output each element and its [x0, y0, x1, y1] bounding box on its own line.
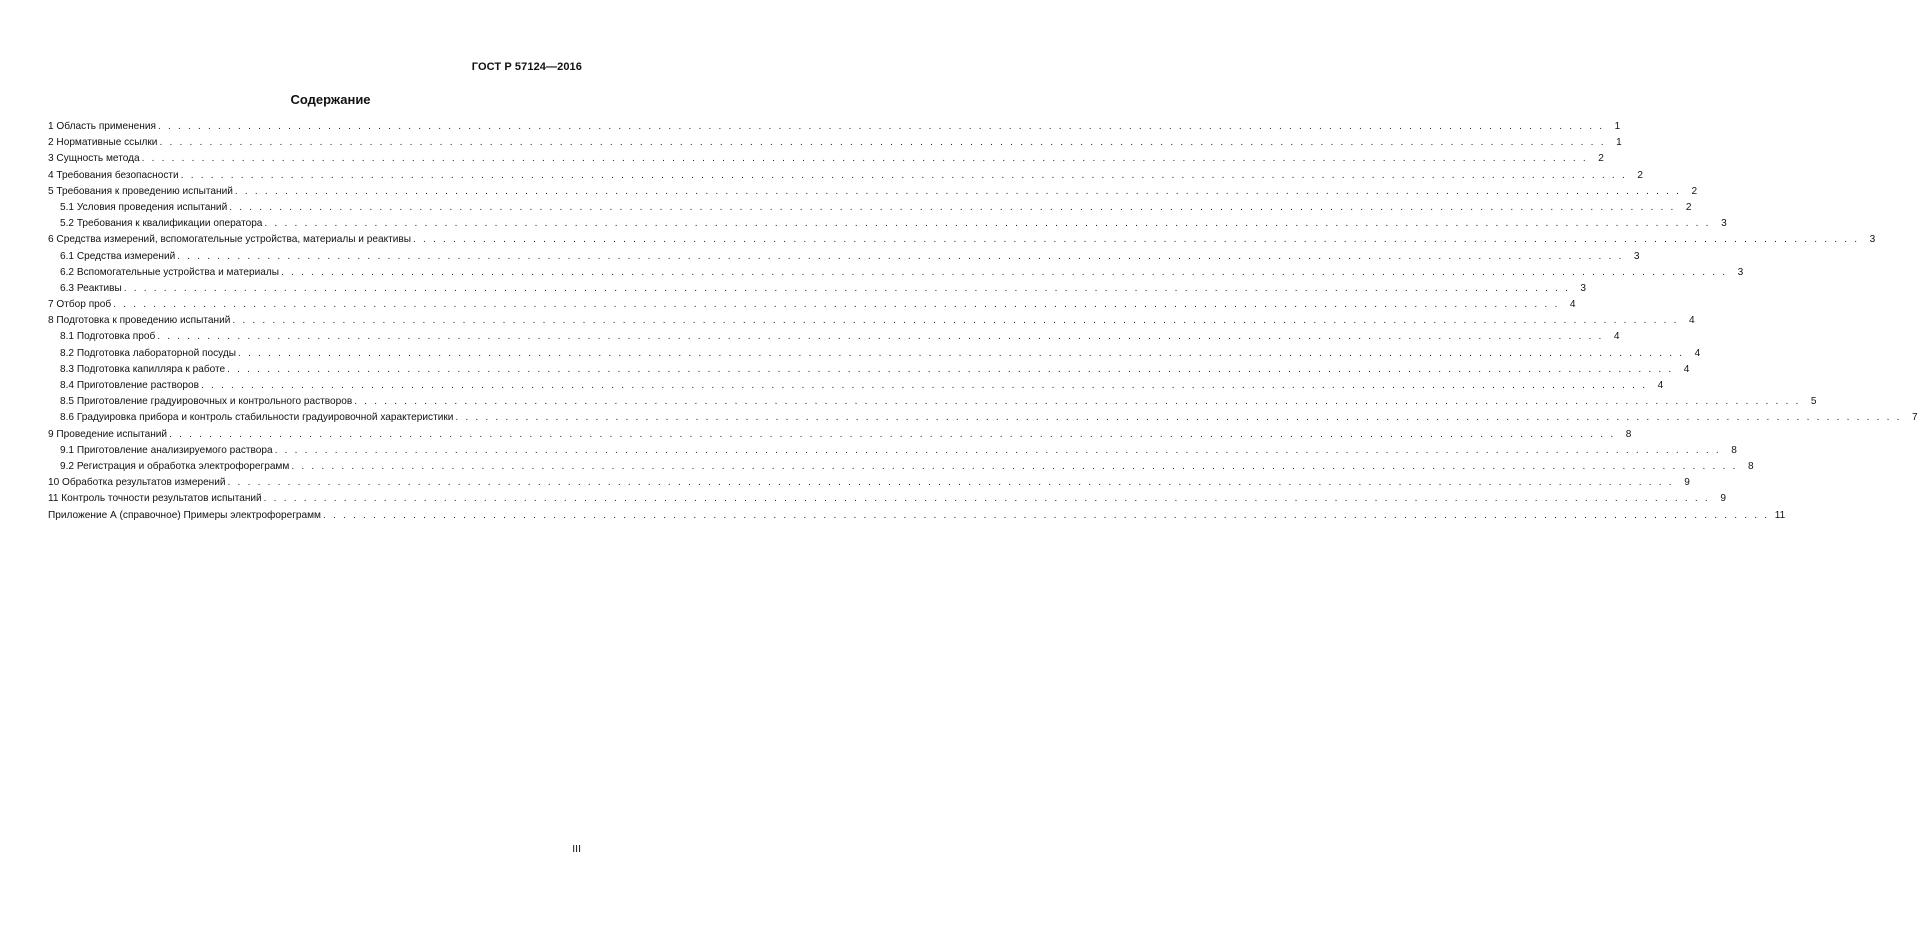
toc-entry-page: 11 [1774, 509, 1786, 521]
toc-entry-page: 7 [1912, 412, 1918, 424]
toc-entry-page: 8 [1625, 428, 1632, 440]
toc-entry-page: 9 [1720, 493, 1726, 505]
toc-dot-leader [229, 200, 1675, 216]
toc-entry-page: 4 [1694, 347, 1701, 359]
toc-entry[interactable] [48, 119, 1621, 135]
toc-entry[interactable] [48, 410, 1918, 426]
toc-dot-leader [354, 394, 1800, 410]
toc-entry[interactable] [48, 168, 1643, 184]
table-of-contents [48, 119, 1918, 524]
toc-entry[interactable] [48, 249, 1640, 265]
toc-entry-page: 1 [1614, 121, 1621, 132]
toc-entry-label: 6.2 Вспомогательные устройства и материалы [60, 266, 279, 278]
toc-entry-label: 3 Сущность метода [48, 153, 140, 165]
toc-entry-page: 4 [1613, 331, 1620, 343]
toc-entry[interactable] [48, 475, 1690, 491]
toc-entry-label: 7 Отбор проб [48, 299, 112, 311]
page-number: III [572, 843, 581, 855]
toc-entry-page: 3 [1633, 250, 1640, 262]
toc-entry[interactable] [48, 297, 1576, 313]
toc-entry[interactable] [48, 394, 1817, 410]
toc-dot-leader [169, 427, 1615, 443]
toc-entry-label: 9.2 Регистрация и обработка электрофореграмм [60, 460, 290, 472]
toc-entry-label: 9.1 Приготовление анализируемого раствора [60, 444, 273, 456]
toc-entry-page: 9 [1684, 477, 1690, 489]
toc-entry-page: 8 [1731, 444, 1737, 456]
toc-dot-leader [264, 216, 1710, 232]
toc-entry-label: 1 Область применения [48, 121, 156, 132]
toc-entry[interactable] [48, 265, 1744, 281]
toc-entry[interactable] [48, 459, 1754, 475]
toc-dot-leader [281, 265, 1727, 281]
toc-entry-page: 3 [1737, 266, 1744, 278]
toc-entry[interactable] [48, 135, 1622, 151]
toc-entry-label: 8.2 Подготовка лабораторной посуды [60, 347, 237, 359]
toc-dot-leader [158, 119, 1604, 135]
toc-entry[interactable] [48, 200, 1692, 216]
toc-entry-page: 3 [1721, 218, 1727, 230]
toc-entry[interactable] [48, 362, 1690, 378]
toc-entry[interactable] [48, 508, 1786, 524]
toc-dot-leader [323, 508, 1769, 524]
toc-entry-page: 5 [1810, 396, 1817, 408]
toc-entry-page: 4 [1689, 315, 1695, 327]
toc-entry-label: 8.4 Приготовление растворов [60, 380, 199, 391]
document-id: ГОСТ Р 57124—2016 [471, 61, 582, 73]
toc-entry-label: 6 Средства измерений, вспомогательные устройства, материалы и реактивы [48, 234, 411, 246]
toc-entry-label: 6.3 Реактивы [60, 282, 122, 294]
toc-dot-leader [413, 232, 1859, 248]
toc-entry-page: 2 [1685, 201, 1692, 213]
toc-dot-leader [238, 346, 1684, 362]
toc-dot-leader [181, 168, 1627, 184]
toc-entry-page: 2 [1598, 153, 1604, 165]
toc-entry[interactable] [48, 151, 1604, 167]
toc-entry-label: 8.3 Подготовка капилляра к работе [60, 363, 226, 375]
toc-entry[interactable] [48, 346, 1701, 362]
toc-dot-leader [201, 378, 1647, 394]
toc-entry-page: 2 [1691, 185, 1698, 197]
toc-entry-page: 4 [1683, 363, 1690, 375]
toc-entry[interactable] [48, 184, 1698, 200]
toc-dot-leader [291, 459, 1737, 475]
toc-title: Содержание [290, 92, 371, 107]
toc-entry-label: 11 Контроль точности результатов испытаний [48, 493, 262, 505]
toc-entry-label: 2 Нормативные ссылки [48, 137, 158, 149]
toc-entry-label: 5 Требования к проведению испытаний [48, 185, 233, 197]
toc-dot-leader [177, 249, 1623, 265]
toc-entry-page: 8 [1747, 460, 1754, 472]
toc-dot-leader [228, 475, 1674, 491]
toc-entry[interactable] [48, 232, 1876, 248]
toc-dot-leader [142, 151, 1588, 167]
toc-dot-leader [157, 329, 1603, 345]
toc-entry-label: 4 Требования безопасности [48, 169, 179, 181]
toc-entry[interactable] [48, 329, 1620, 345]
toc-entry-page: 4 [1657, 380, 1664, 391]
toc-entry-label: 5.1 Условия проведения испытаний [60, 201, 228, 213]
toc-entry-label: 8.6 Градуировка прибора и контроль стабильности градуировочной характеристики [60, 412, 454, 424]
toc-entry[interactable] [48, 313, 1695, 329]
toc-entry-label: 6.1 Средства измерений [60, 250, 176, 262]
toc-dot-leader [235, 184, 1681, 200]
toc-entry-label: 10 Обработка результатов измерений [48, 477, 226, 489]
toc-entry[interactable] [48, 427, 1632, 443]
toc-dot-leader [455, 410, 1901, 426]
toc-dot-leader [275, 443, 1721, 459]
toc-entry-page: 1 [1616, 137, 1622, 149]
toc-entry-page: 2 [1637, 169, 1643, 181]
toc-dot-leader [264, 491, 1710, 507]
toc-entry-label: 8.1 Подготовка проб [60, 331, 156, 343]
toc-entry[interactable] [48, 491, 1726, 507]
toc-dot-leader [124, 281, 1570, 297]
toc-entry[interactable] [48, 378, 1664, 394]
toc-entry-page: 4 [1569, 299, 1576, 311]
toc-entry-label: 8.5 Приготовление градуировочных и контрольного растворов [60, 396, 353, 408]
toc-entry-label: Приложение А (справочное) Примеры электрофореграмм [48, 509, 321, 521]
toc-entry-label: 9 Проведение испытаний [48, 428, 168, 440]
toc-dot-leader [227, 362, 1673, 378]
toc-entry[interactable] [48, 281, 1587, 297]
toc-entry[interactable] [48, 443, 1737, 459]
toc-dot-leader [159, 135, 1605, 151]
toc-entry-page: 3 [1869, 234, 1876, 246]
toc-entry-label: 8 Подготовка к проведению испытаний [48, 315, 231, 327]
toc-dot-leader [113, 297, 1559, 313]
toc-entry[interactable] [48, 216, 1727, 232]
toc-entry-label: 5.2 Требования к квалификации оператора [60, 218, 263, 230]
toc-dot-leader [232, 313, 1678, 329]
toc-entry-page: 3 [1580, 282, 1587, 294]
